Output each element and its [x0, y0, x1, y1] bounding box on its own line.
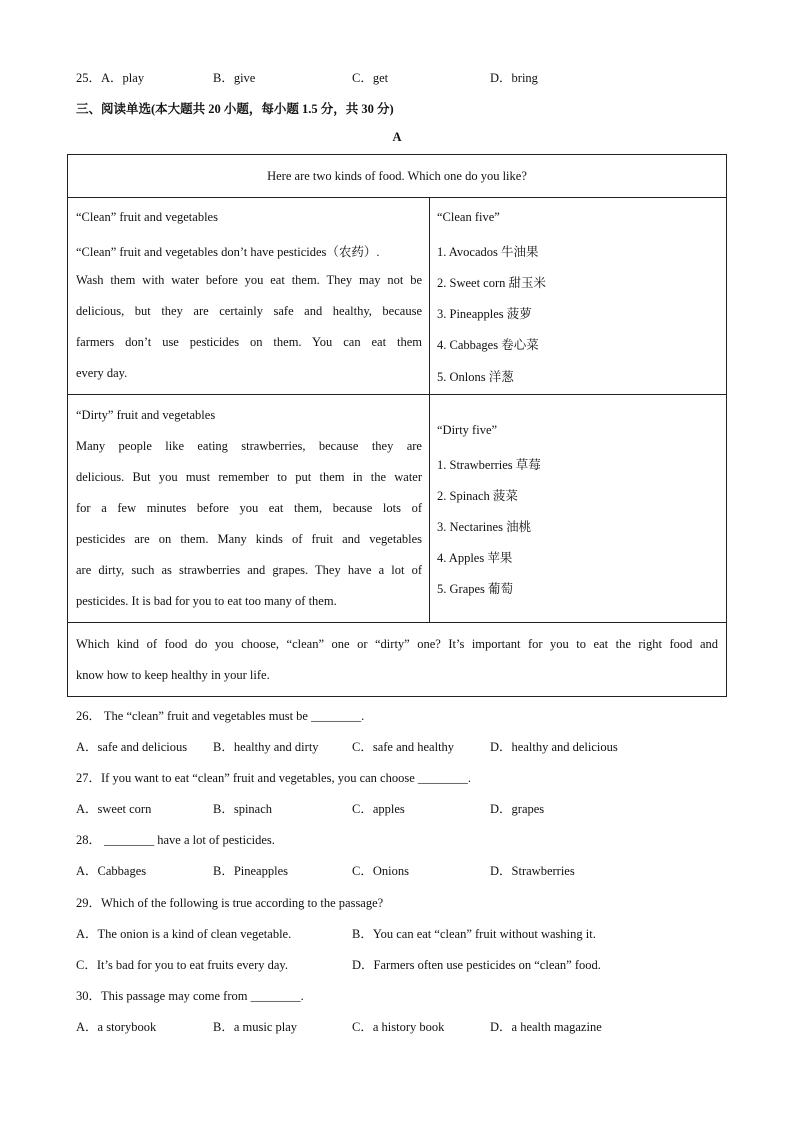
clean-five-item: 3. Pineapples 菠萝 [437, 307, 532, 321]
q26-option-d: D．healthy and delicious [490, 740, 618, 754]
q27-option-d: D．grapes [490, 802, 545, 816]
q25-option-a: 25．A．play [76, 71, 145, 85]
question-27-stem: 27．If you want to eat “clean” fruit and vegetables, you can choose ________. [76, 771, 472, 785]
q26-option-a: A．safe and delicious [76, 740, 188, 754]
q29-option-b: B．You can eat “clean” fruit without washing it. [352, 927, 596, 941]
q25-option-d: D．bring [490, 71, 538, 85]
dirty-five-item: 4. Apples 苹果 [437, 551, 513, 565]
question-29-options-row-2 [76, 955, 726, 973]
dirty-description-line: delicious. But you must remember to put them in the water [76, 470, 422, 484]
clean-five-item: 5. Onlons 洋葱 [437, 370, 514, 384]
q25-option-b: B．give [213, 71, 256, 85]
passage-letter: A [392, 130, 402, 144]
q28-option-d: D．Strawberries [490, 864, 575, 878]
clean-description-line: “Clean” fruit and vegetables don’t have pesticides（农药）. [76, 245, 380, 259]
dirty-five-cell [429, 394, 727, 622]
dirty-five-item: 1. Strawberries 草莓 [437, 458, 541, 472]
clean-description-title: “Clean” fruit and vegetables [76, 210, 218, 224]
q30-option-c: C．a history book [352, 1020, 445, 1034]
clean-description-line: every day. [76, 366, 128, 380]
dirty-description-line: Many people like eating strawberries, because they are [76, 439, 422, 453]
dirty-description-line: are dirty, such as strawberries and grapes. They have a lot of [76, 563, 422, 577]
passage-table [67, 154, 727, 697]
clean-description-cell [68, 197, 429, 394]
dirty-five-item: 5. Grapes 葡萄 [437, 582, 514, 596]
q28-option-a: A．Cabbages [76, 864, 147, 878]
clean-description-line: delicious, but they are certainly safe and healthy, because [76, 304, 422, 318]
q28-option-b: B．Pineapples [213, 864, 288, 878]
clean-five-title: “Clean five” [437, 210, 500, 224]
q30-option-d: D．a health magazine [490, 1020, 602, 1034]
q27-option-b: B．spinach [213, 802, 273, 816]
q29-option-a: A．The onion is a kind of clean vegetable. [76, 927, 292, 941]
question-27-options [76, 799, 726, 817]
clean-five-item: 2. Sweet corn 甜玉米 [437, 276, 547, 290]
q27-option-a: A．sweet corn [76, 802, 152, 816]
q30-option-a: A．a storybook [76, 1020, 157, 1034]
q25-option-c: C．get [352, 71, 389, 85]
q28-option-c: C．Onions [352, 864, 409, 878]
clean-five-cell [429, 197, 727, 394]
clean-description-line: Wash them with water before you eat them. They may not be [76, 273, 422, 287]
footer-line: Which kind of food do you choose, “clean” one or “dirty” one? It’s important for you to eat the right food and [76, 637, 718, 651]
clean-five-item: 1. Avocados 牛油果 [437, 245, 539, 259]
q25-options [76, 68, 726, 86]
question-29-stem: 29．Which of the following is true according to the passage? [76, 896, 384, 910]
question-28-options [76, 861, 726, 879]
section-title: 三、阅读单选(本大题共 20 小题，每小题 1.5 分，共 30 分) [76, 102, 394, 116]
q30-option-b: B．a music play [213, 1020, 298, 1034]
dirty-five-item: 2. Spinach 菠菜 [437, 489, 518, 503]
q29-option-c: C．It’s bad for you to eat fruits every day. [76, 958, 288, 972]
table-footer [68, 622, 726, 697]
q26-option-b: B．healthy and dirty [213, 740, 319, 754]
dirty-description-title: “Dirty” fruit and vegetables [76, 408, 216, 422]
dirty-description-cell [68, 394, 429, 622]
question-29-options-row-1 [76, 924, 726, 942]
q27-option-c: C．apples [352, 802, 405, 816]
dirty-five-item: 3. Nectarines 油桃 [437, 520, 532, 534]
table-header: Here are two kinds of food. Which one do you like? [267, 169, 527, 183]
footer-line: know how to keep healthy in your life. [76, 668, 270, 682]
question-28-stem: 28． ________ have a lot of pesticides. [76, 833, 275, 847]
dirty-five-title: “Dirty five” [437, 423, 498, 437]
question-26-options [76, 737, 726, 755]
question-30-options [76, 1017, 726, 1035]
q26-option-c: C．safe and healthy [352, 740, 455, 754]
dirty-description-line: pesticides. It is bad for you to eat too many of them. [76, 594, 337, 608]
dirty-description-line: for a few minutes before you eat them, because lots of [76, 501, 422, 515]
question-26-stem: 26． The “clean” fruit and vegetables must be ________. [76, 709, 365, 723]
clean-five-item: 4. Cabbages 卷心菜 [437, 338, 539, 352]
dirty-description-line: pesticides are on them. Many kinds of fruit and vegetables [76, 532, 422, 546]
question-30-stem: 30．This passage may come from ________. [76, 989, 304, 1003]
clean-description-line: farmers don’t use pesticides on them. You can eat them [76, 335, 422, 349]
q29-option-d: D．Farmers often use pesticides on “clean” food. [352, 958, 601, 972]
